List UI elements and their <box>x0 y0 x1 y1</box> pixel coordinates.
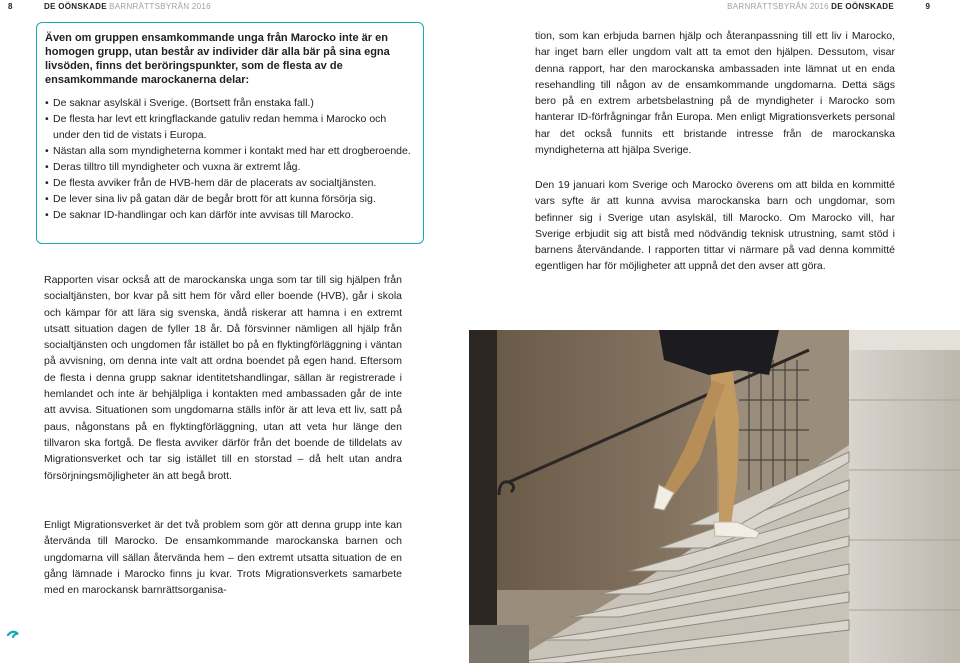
left-running-title <box>44 2 211 11</box>
list-item: • Nästan alla som myndigheterna kommer i kontakt med har ett drogberoende. <box>45 143 415 159</box>
fact-box-intro: Även om gruppen ensamkommande unga från Marocko inte är en homogen grupp, utan består av individer där alla bär på sina egna livsöden, finns det beröringspunkter, som de flesta av de ensamkommande marockanerna delar: <box>45 32 390 86</box>
list-item: • De saknar asylskäl i Sverige. (Bortsett från enstaka fall.) <box>45 95 415 111</box>
left-page-number: 8 <box>8 2 13 11</box>
right-title-muted: BARNRÄTTSBYRÅN 2016 <box>727 2 829 11</box>
list-item: • Deras tilltro till myndigheter och vuxna är extremt låg. <box>45 159 415 175</box>
left-title-strong: DE OÖNSKADE <box>44 2 107 11</box>
left-title-muted: BARNRÄTTSBYRÅN 2016 <box>109 2 211 11</box>
list-item: • De lever sina liv på gatan där de begår brott för att kunna försörja sig. <box>45 191 415 207</box>
body-paragraph: tion, som kan erbjuda barnen hjälp och återanpassning till ett liv i Marocko, har inget barn eller ungdom valt att ta emot den hjälpen. Dessutom, visar denna rapport, har den marockanska ambassaden inte lämnat ut en enda resehandling till någon av de ensamkommande ungdomarna. Detta sägs bero på en extrem arbetsbelastning på de myndigheter i Marocko som hanterar ID-förfrågningar från Europa. Men enligt Migrationsverkets personal har det också funnits ett bristande intresse från de marockanska myndigheterna att hjälpa Sverige. <box>535 30 895 157</box>
swirl-icon <box>6 628 20 646</box>
list-item: • De saknar ID-handlingar och kan därför inte avvisas till Marocko. <box>45 207 415 223</box>
right-page-number: 9 <box>925 2 930 11</box>
stairs-photo <box>469 330 960 663</box>
body-paragraph: Den 19 januari kom Sverige och Marocko överens om att bilda en kommitté vars syfte är att kunna avvisa marockanska barn och ungdomar, som befinner sig i Sverige utan asylskäl, till Marocko. Om Marocko vill, har Sverige erbjudit sig att bistå med nödvändig teknisk utrustning, samt stöd i barnens återvändande. I rapporten tittar vi närmare på vad denna kommitté egentligen har för möjligheter att uppnå det den avser att göra. <box>535 179 895 273</box>
list-item: • De flesta avviker från de HVB-hem där de placerats av socialtjänsten. <box>45 175 415 191</box>
fact-box <box>36 22 424 244</box>
fact-box-list <box>45 95 415 223</box>
list-item: • De flesta har levt ett kringflackande gatuliv redan hemma i Marocko och under den tid de vistats i Europa. <box>45 111 415 143</box>
body-paragraph: Enligt Migrationsverket är det två problem som gör att denna grupp inte kan återvända till Marocko. De ensamkommande marockanska barnen och ungdomarna vill sällan återvända hem – den extremt utsatta situation de en gång lämnade i Marocko finns ju kvar. Trots Migrationsverkets samarbete med en marockansk barnrättsorganisa- <box>44 519 402 597</box>
body-paragraph: Rapporten visar också att de marockanska unga som tar till sig hjälpen från socialtjänsten, bor kvar på sitt hem för vård eller boende (HVB), går i skola och kämpar för att lära sig svenska, ändå riskerar att hamna i en extremt utsatt situation dagen de fyller 18 år. Då försvinner nämligen all hjälp från socialtjänsten och ungdomen får istället bo på en flyktingförläggning i väntan på avvisning, om denna inte valt att ordna boendet på egen hand. Eftersom de flesta i denna grupp saknar identitetshandlingar, sällan är registrerade i hemlandet och inte är behjälpliga i kontakten med ambassaden går de inte att avvisa. Situationen som ungdomarna ställs inför är att leva ett liv, satt på paus, någonstans på en flyktingförläggning, utan att veta hur länge den tillvaron ska fortgå. De flesta avviker därför från det boende de tilldelats av Migrationsverket och tar sig istället till en storstad – då helt utan andra försörjningsmöjligheter än att begå brott. <box>44 274 402 482</box>
page-header <box>0 0 960 12</box>
right-title-strong: DE OÖNSKADE <box>831 2 894 11</box>
right-running-title <box>727 2 894 11</box>
stairs-illustration <box>469 330 960 663</box>
